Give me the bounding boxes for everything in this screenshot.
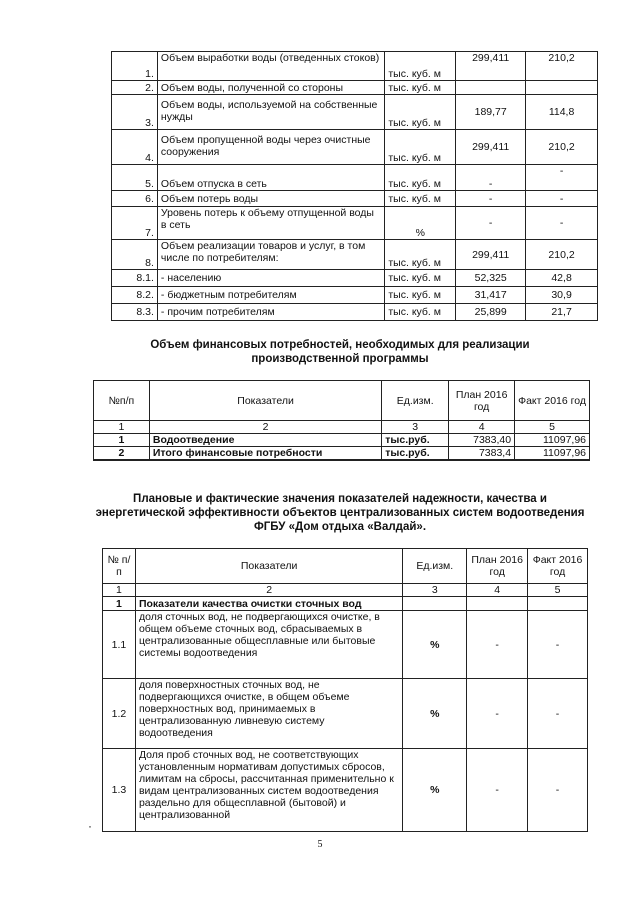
- plan-value: 299,411: [456, 240, 526, 270]
- fact-value: -: [526, 165, 598, 191]
- indicator-name: Объем воды, полученной со стороны: [157, 81, 384, 95]
- unit-cell: тыс. куб. м: [385, 95, 456, 130]
- plan-value: [456, 81, 526, 95]
- column-numbers-row: [103, 584, 588, 597]
- row-number: 1.1: [103, 611, 136, 679]
- table-row: [103, 679, 588, 749]
- unit-cell: тыс. куб. м: [385, 240, 456, 270]
- row-number: 8.3.: [112, 304, 158, 321]
- plan-value: -: [467, 749, 528, 832]
- row-number: 2: [94, 447, 150, 461]
- table-row: [112, 304, 598, 321]
- table-row: [112, 165, 598, 191]
- table-row: [112, 240, 598, 270]
- fact-value: 21,7: [526, 304, 598, 321]
- col-header-unit: Ед.изм.: [403, 549, 467, 584]
- finance-section-title: [60, 338, 620, 366]
- fact-value: [526, 81, 598, 95]
- indicator-name: - прочим потребителям: [157, 304, 384, 321]
- col-number: 1: [94, 421, 150, 434]
- unit-cell: тыс.руб.: [382, 434, 449, 447]
- col-header-name: Показатели: [149, 381, 381, 421]
- unit-cell: %: [403, 749, 467, 832]
- row-number: 8.: [112, 240, 158, 270]
- indicator-name: Объем потерь воды: [157, 191, 384, 207]
- row-number: 7.: [112, 207, 158, 240]
- fact-value: 11097,96: [515, 434, 590, 447]
- col-number: 2: [149, 421, 381, 434]
- indicator-name: Объем выработки воды (отведенных стоков): [157, 52, 384, 81]
- table-row: [112, 52, 598, 81]
- row-number: 8.1.: [112, 270, 158, 287]
- production-table: [111, 51, 598, 321]
- row-number: 1.3: [103, 749, 136, 832]
- reliability-title-line-3: ФГБУ «Дом отдыха «Валдай».: [253, 521, 427, 533]
- fact-value: -: [526, 191, 598, 207]
- plan-value: 299,411: [456, 130, 526, 165]
- fact-value: -: [528, 749, 588, 832]
- col-number: 5: [528, 584, 588, 597]
- unit-cell: тыс. куб. м: [385, 287, 456, 304]
- empty-cell: [467, 597, 528, 611]
- plan-value: -: [456, 191, 526, 207]
- indicator-name: Объем отпуска в сеть: [157, 165, 384, 191]
- reliability-title-line-1: Плановые и фактические значения показателей надежности, качества и: [133, 493, 547, 505]
- indicator-name: доля поверхностных сточных вод, не подвергающихся очистке, в общем объеме поверхностных вод, принимаемых в централизованную ливневую систему водоотведения: [135, 679, 402, 749]
- col-header-plan: План 2016 год: [449, 381, 515, 421]
- plan-value: 299,411: [456, 52, 526, 81]
- col-header-name: Показатели: [135, 549, 402, 584]
- unit-cell: тыс. куб. м: [385, 81, 456, 95]
- indicator-name: Итого финансовые потребности: [149, 447, 381, 461]
- table-row: [94, 447, 590, 461]
- row-number: 8.2.: [112, 287, 158, 304]
- unit-cell: %: [385, 207, 456, 240]
- unit-cell: тыс. куб. м: [385, 52, 456, 81]
- table-row: [112, 130, 598, 165]
- group-row: [103, 597, 588, 611]
- unit-cell: %: [403, 611, 467, 679]
- indicator-name: - бюджетным потребителям: [157, 287, 384, 304]
- table-header-row: [103, 549, 588, 584]
- row-number: 5.: [112, 165, 158, 191]
- col-header-plan: План 2016 год: [467, 549, 528, 584]
- unit-cell: тыс.руб.: [382, 447, 449, 461]
- col-header-fact: Факт 2016 год: [515, 381, 590, 421]
- plan-value: -: [456, 207, 526, 240]
- fact-value: 42,8: [526, 270, 598, 287]
- fact-value: 210,2: [526, 52, 598, 81]
- col-number: 3: [382, 421, 449, 434]
- plan-value: 7383,4: [449, 447, 515, 461]
- plan-value: 31,417: [456, 287, 526, 304]
- table-row: [112, 191, 598, 207]
- fact-value: 210,2: [526, 130, 598, 165]
- plan-value: -: [467, 611, 528, 679]
- row-number: 4.: [112, 130, 158, 165]
- indicator-name: Объем реализации товаров и услуг, в том числе по потребителям:: [157, 240, 384, 270]
- indicator-name: - населению: [157, 270, 384, 287]
- col-number: 1: [103, 584, 136, 597]
- plan-value: 52,325: [456, 270, 526, 287]
- unit-cell: тыс. куб. м: [385, 304, 456, 321]
- table-row: [112, 81, 598, 95]
- col-header-fact: Факт 2016 год: [528, 549, 588, 584]
- group-number: 1: [103, 597, 136, 611]
- col-number: 3: [403, 584, 467, 597]
- col-header-unit: Ед.изм.: [382, 381, 449, 421]
- row-number: 3.: [112, 95, 158, 130]
- group-name: Показатели качества очистки сточных вод: [135, 597, 402, 611]
- col-number: 2: [135, 584, 402, 597]
- fact-value: 210,2: [526, 240, 598, 270]
- row-number: 6.: [112, 191, 158, 207]
- finance-title-line-2: производственной программы: [251, 353, 429, 365]
- indicator-name: Водоотведение: [149, 434, 381, 447]
- scan-mark: ·: [88, 819, 92, 833]
- table-header-row: [94, 381, 590, 421]
- plan-value: -: [467, 679, 528, 749]
- col-number: 4: [467, 584, 528, 597]
- fact-value: -: [528, 679, 588, 749]
- table-row: [112, 270, 598, 287]
- indicator-name: Объем воды, используемой на собственные нужды: [157, 95, 384, 130]
- row-number: 1.2: [103, 679, 136, 749]
- row-number: 1: [94, 434, 150, 447]
- empty-cell: [403, 597, 467, 611]
- finance-table: [93, 380, 590, 461]
- plan-value: -: [456, 165, 526, 191]
- finance-title-line-1: Объем финансовых потребностей, необходимых для реализации: [150, 339, 530, 351]
- fact-value: 30,9: [526, 287, 598, 304]
- column-numbers-row: [94, 421, 590, 434]
- col-number: 5: [515, 421, 590, 434]
- unit-cell: %: [403, 679, 467, 749]
- col-number: 4: [449, 421, 515, 434]
- table-row: [112, 287, 598, 304]
- indicator-name: Уровень потерь к объему отпущенной воды в сеть: [157, 207, 384, 240]
- col-header-num: №п/п: [94, 381, 150, 421]
- indicator-name: Объем пропущенной воды через очистные сооружения: [157, 130, 384, 165]
- page-number: 5: [317, 839, 323, 850]
- fact-value: 11097,96: [515, 447, 590, 461]
- fact-value: -: [526, 207, 598, 240]
- empty-cell: [528, 597, 588, 611]
- indicator-name: Доля проб сточных вод, не соответствующих установленным нормативам допустимых сбросов, лимитам на сбросы, рассчитанная применительно к видам централизованных систем водоотведения раздельно для общесплавной (бытовой) и централизованной: [135, 749, 402, 832]
- table-row: [94, 434, 590, 447]
- plan-value: 25,899: [456, 304, 526, 321]
- table-row: [112, 207, 598, 240]
- row-number: 2.: [112, 81, 158, 95]
- col-header-num: № п/п: [103, 549, 136, 584]
- reliability-table: [102, 548, 588, 832]
- table-row: [103, 749, 588, 832]
- table-row: [103, 611, 588, 679]
- fact-value: 114,8: [526, 95, 598, 130]
- unit-cell: тыс. куб. м: [385, 165, 456, 191]
- reliability-section-title: [60, 492, 620, 534]
- plan-value: 189,77: [456, 95, 526, 130]
- table-row: [112, 95, 598, 130]
- indicator-name: доля сточных вод, не подвергающихся очистке, в общем объеме сточных вод, сбрасываемых в централизованные общесплавные или бытовые системы водоотведения: [135, 611, 402, 679]
- unit-cell: тыс. куб. м: [385, 130, 456, 165]
- row-number: 1.: [112, 52, 158, 81]
- reliability-title-line-2: энергетической эффективности объектов централизованных систем водоотведения: [95, 507, 585, 519]
- unit-cell: тыс. куб. м: [385, 270, 456, 287]
- fact-value: -: [528, 611, 588, 679]
- unit-cell: тыс. куб. м: [385, 191, 456, 207]
- plan-value: 7383,40: [449, 434, 515, 447]
